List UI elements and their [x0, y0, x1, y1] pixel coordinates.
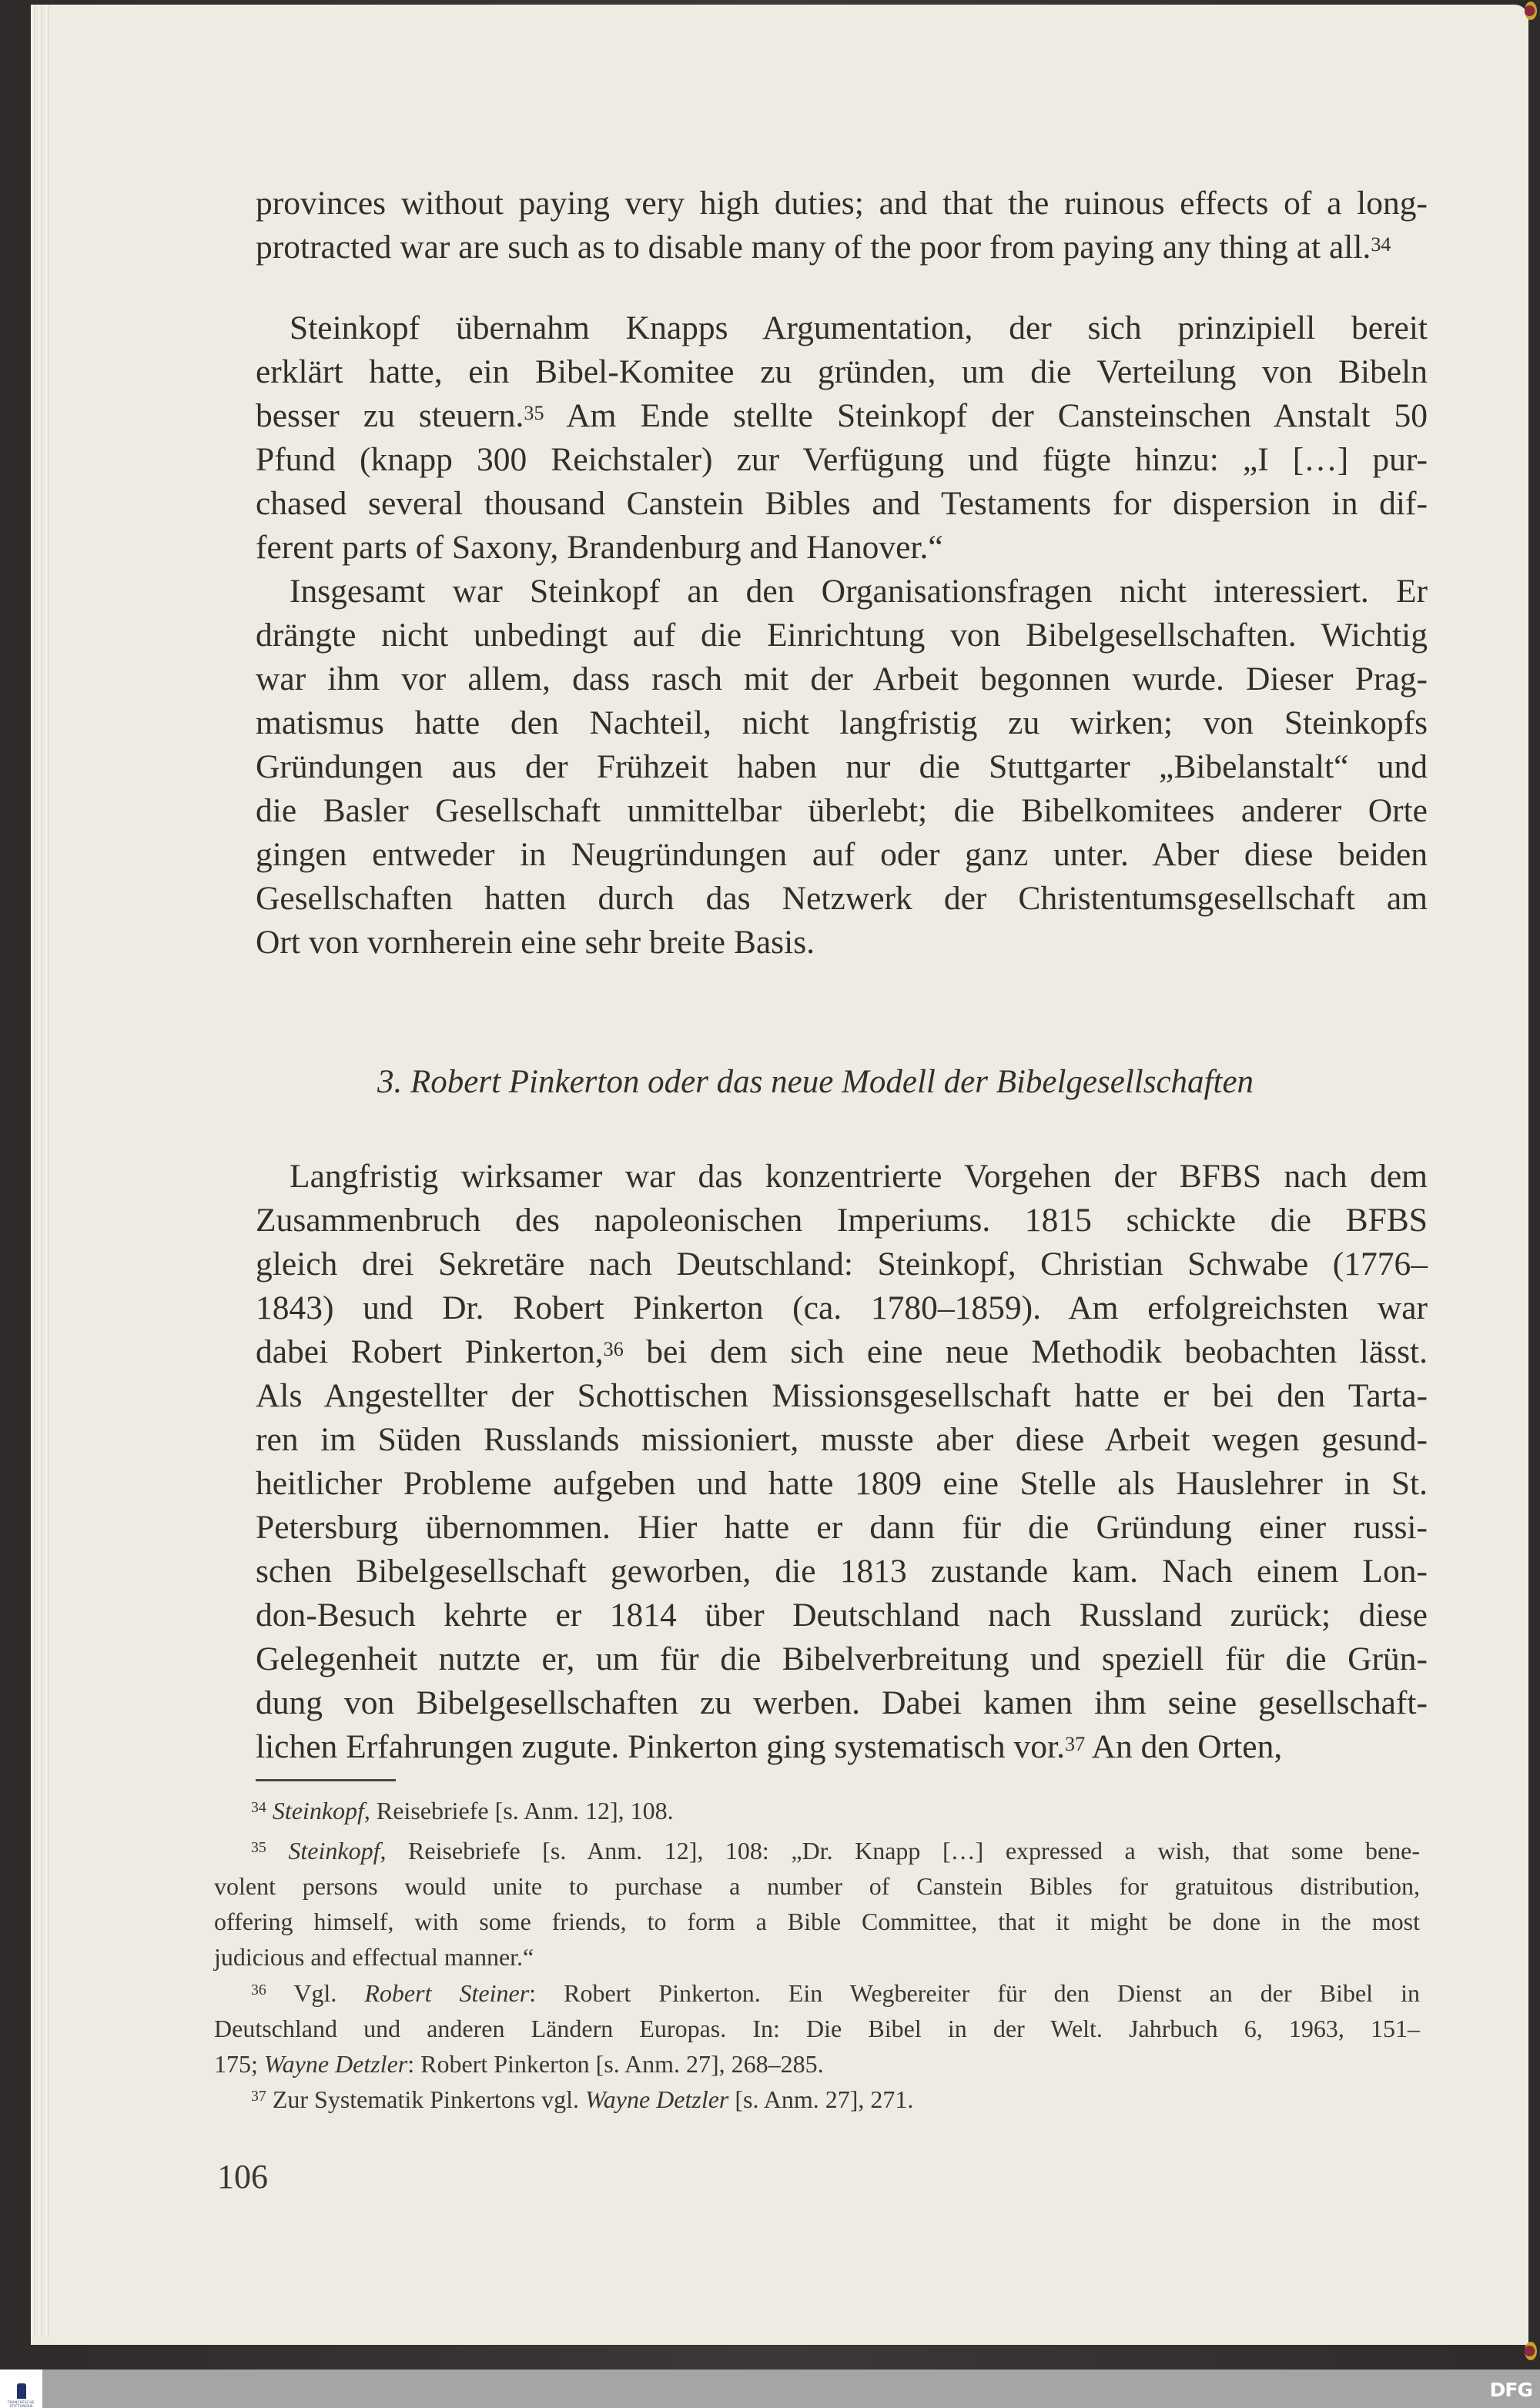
footnote-text: Deutschland und anderen Ländern Europas. In: Die Bibel in der Welt. Jahrbuch 6, 1963, 151–: [214, 2015, 1420, 2042]
footnote-35-line: [214, 1869, 1420, 1903]
text-line: [256, 526, 1428, 569]
text-span: Gesellschaften hatten durch das Netzwerk der Christentumsgesellschaft am: [256, 880, 1428, 917]
footnote-text: : Robert Pinkerton. Ein Wegbereiter für den Dienst an der Bibel in: [529, 1979, 1421, 2007]
text-span: don-Besuch kehrte er 1814 über Deutschland nach Russland zurück; diese: [256, 1597, 1428, 1634]
footnote-number: 36: [251, 1982, 266, 1999]
text-line: [256, 1242, 1428, 1286]
text-span: Petersburg übernommen. Hier hatte er dann für die Gründung einer russi-: [256, 1509, 1428, 1546]
text-line: [256, 1594, 1428, 1637]
footnote-text: , Reisebriefe [s. Anm. 12], 108.: [363, 1797, 674, 1824]
text-line: [256, 1286, 1428, 1329]
viewer-footer-bar: [0, 2370, 1540, 2408]
text-line: [256, 921, 1428, 964]
footnote-34-line: [251, 1794, 1420, 1828]
footnote-text: : Robert Pinkerton [s. Anm. 27], 268–285.: [407, 2050, 824, 2078]
author-name: Wayne Detzler: [263, 2050, 408, 2078]
text-line: [256, 350, 1428, 393]
text-line: [256, 1681, 1428, 1724]
author-name: Wayne Detzler: [585, 2085, 729, 2113]
footnote-ref[interactable]: 34: [1371, 232, 1391, 256]
author-name: Steinkopf: [272, 1797, 364, 1824]
text-line: [290, 306, 1428, 349]
text-line: [256, 482, 1428, 525]
page-number: 106: [217, 2158, 268, 2196]
text-span: Gründungen aus der Frühzeit haben nur die Stuttgarter „Bibelanstalt“ und: [256, 748, 1428, 785]
author-name: Robert Steiner: [364, 1979, 530, 2007]
text-span: Steinkopf übernahm Knapps Argumentation, der sich prinzipiell bereit: [290, 309, 1428, 346]
text-line: [256, 1637, 1428, 1681]
text-span: Gelegenheit nutzte er, um für die Bibelverbreitung und speziell für die Grün-: [256, 1640, 1428, 1677]
text-span: heitlicher Probleme aufgeben und hatte 1809 eine Stelle als Hauslehrer in St.: [256, 1465, 1428, 1502]
footnote-ref[interactable]: 37: [1065, 1732, 1086, 1755]
text-span: dabei Robert Pinkerton,: [256, 1333, 604, 1370]
text-span: bei dem sich eine neue Methodik beobachten lässt.: [623, 1333, 1428, 1370]
text-line: [256, 789, 1428, 832]
text-span: An den Orten,: [1085, 1728, 1283, 1765]
footnote-ref[interactable]: 36: [603, 1337, 624, 1360]
text-span: Am Ende stellte Steinkopf der Cansteinschen Anstalt 50: [544, 397, 1428, 434]
bookmark-ribbon-icon: [1525, 2, 1537, 20]
text-span: die Basler Gesellschaft unmittelbar überlebt; die Bibelkomitees anderer Orte: [256, 792, 1428, 829]
text-line: [256, 701, 1428, 744]
text-line: [290, 570, 1428, 613]
footnote-36-line: [214, 2047, 1420, 2081]
footnote-37-line: [251, 2082, 1420, 2116]
text-span: Pfund (knapp 300 Reichstaler) zur Verfügung und fügte hinzu: „I […] pur-: [256, 441, 1428, 478]
text-line: [256, 1725, 1428, 1768]
text-span: Insgesamt war Steinkopf an den Organisationsfragen nicht interessiert. Er: [290, 573, 1428, 610]
text-line: [290, 1155, 1428, 1198]
text-span: dung von Bibelgesellschaften zu werben. Dabei kamen ihm seine gesellschaft-: [256, 1684, 1428, 1721]
text-span: Zusammenbruch des napoleonischen Imperiums. 1815 schickte die BFBS: [256, 1202, 1428, 1239]
footnote-text: [s. Anm. 27], 271.: [728, 2085, 914, 2113]
footnote-35-line: [214, 1940, 1420, 1974]
footnote-text: offering himself, with some friends, to form a Bible Committee, that it might be done in the most: [214, 1908, 1420, 1935]
text-line: [256, 394, 1428, 437]
footnote-35-line: [251, 1834, 1420, 1868]
text-line: [256, 877, 1428, 920]
text-line: [256, 1506, 1428, 1549]
text-line: [256, 182, 1428, 225]
footnote-text: judicious and effectual manner.“: [214, 1943, 534, 1971]
dfg-logo: DFG: [1489, 2379, 1532, 2401]
text-line: [256, 1418, 1428, 1461]
text-span: gingen entweder in Neugründungen auf oder ganz unter. Aber diese beiden: [256, 836, 1428, 873]
text-span: ferent parts of Saxony, Brandenburg and Hanover.“: [256, 529, 943, 566]
page-stack-edge: [31, 5, 49, 2337]
text-line: [256, 833, 1428, 876]
text-span: 1843) und Dr. Robert Pinkerton (ca. 1780–1859). Am erfolgreichsten war: [256, 1289, 1428, 1326]
footnote-text: Zur Systematik Pinkertons vgl.: [272, 2085, 586, 2113]
text-span: war ihm vor allem, dass rasch mit der Arbeit begonnen wurde. Dieser Prag-: [256, 661, 1428, 697]
footnote-35-line: [214, 1905, 1420, 1938]
text-span: provinces without paying very high duties; and that the ruinous effects of a long-: [256, 185, 1428, 222]
text-span: erklärt hatte, ein Bibel-Komitee zu gründen, um die Verteilung von Bibeln: [256, 353, 1428, 390]
text-span: Als Angestellter der Schottischen Missionsgesellschaft hatte er bei den Tarta-: [256, 1377, 1428, 1414]
text-span: ren im Süden Russlands missioniert, musste aber diese Arbeit wegen gesund-: [256, 1421, 1428, 1458]
text-span: schen Bibelgesellschaft geworben, die 1813 zustande kam. Nach einem Lon-: [256, 1553, 1428, 1590]
text-span: lichen Erfahrungen zugute. Pinkerton ging systematisch vor.: [256, 1728, 1066, 1765]
text-span: Ort von vornherein eine sehr breite Basis.: [256, 924, 815, 961]
footnote-36-line: [251, 1976, 1420, 2010]
text-span: matismus hatte den Nachteil, nicht langfristig zu wirken; von Steinkopfs: [256, 704, 1428, 741]
text-span: protracted war are such as to disable many of the poor from paying any thing at all.: [256, 229, 1371, 266]
text-span: drängte nicht unbedingt auf die Einrichtung von Bibelgesellschaften. Wichtig: [256, 617, 1428, 654]
footnote-number: 34: [251, 1799, 266, 1817]
logo-text-line-2: STIFTUNGEN: [9, 2404, 33, 2408]
text-line: [256, 1550, 1428, 1593]
text-span: gleich drei Sekretäre nach Deutschland: Steinkopf, Christian Schwabe (1776–: [256, 1246, 1428, 1283]
text-line: [256, 1462, 1428, 1505]
footnote-text: 175;: [214, 2050, 264, 2078]
author-name: Steinkopf: [288, 1837, 380, 1865]
section-heading: 3. Robert Pinkerton oder das neue Modell der Bibelgesellschaften: [377, 1064, 1254, 1100]
text-line: [256, 657, 1428, 701]
footnote-number: 37: [251, 2088, 266, 2105]
text-line: [256, 1330, 1428, 1373]
figure-logo-icon: [17, 2383, 26, 2399]
bookmark-ribbon-icon: [1525, 2342, 1537, 2360]
text-span: chased several thousand Canstein Bibles and Testaments for dispersion in dif-: [256, 485, 1428, 522]
text-line: [256, 745, 1428, 788]
text-line: [256, 614, 1428, 657]
footnote-separator: [256, 1779, 396, 1781]
text-span: besser zu steuern.: [256, 397, 524, 434]
text-line: [256, 226, 1428, 269]
text-line: [256, 438, 1428, 481]
text-line: [256, 1374, 1428, 1417]
text-span: Langfristig wirksamer war das konzentrierte Vorgehen der BFBS nach dem: [290, 1158, 1428, 1195]
francke-foundations-logo: [0, 2370, 42, 2408]
footnote-ref[interactable]: 35: [524, 401, 544, 424]
footnote-number: 35: [251, 1839, 266, 1857]
footnote-36-line: [214, 2012, 1420, 2045]
logo-text-line-1: FRANCKESCHE: [8, 2400, 35, 2404]
text-line: [256, 1199, 1428, 1242]
footnote-text: Vgl.: [293, 1979, 365, 2007]
footnote-text: volent persons would unite to purchase a number of Canstein Bibles for gratuitous distribution,: [214, 1872, 1420, 1900]
footnote-text: , Reisebriefe [s. Anm. 12], 108: „Dr. Knapp […] expressed a wish, that some bene-: [380, 1837, 1421, 1865]
